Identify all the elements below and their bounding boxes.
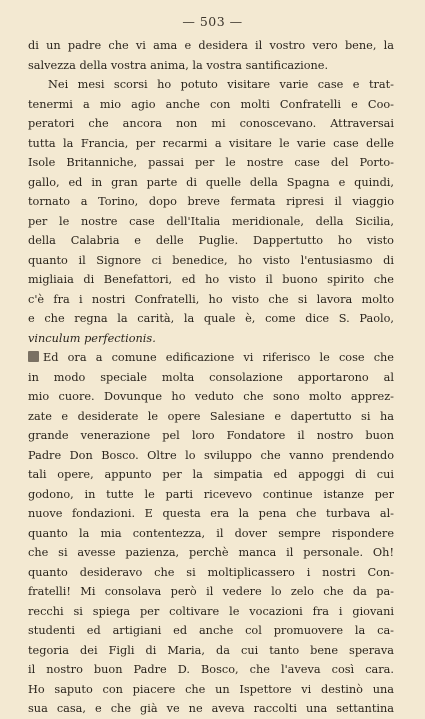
text-line-content: mio cuore. Dovunque ho veduto che sono molto apprez- [28,390,394,403]
text-line [28,407,394,427]
text-line-content: Ho saputo con piacere che un Ispettore vi destinò una [28,682,394,696]
text-line [28,582,394,602]
text-line [28,602,394,622]
text-line-content: nuove fondazioni. E questa era la pena che turbava al- [28,507,394,520]
text-line-content: zate e desiderate le opere Salesiane e dapertutto si ha [28,409,394,423]
text-line [28,387,394,407]
page-number: — 503 — [182,14,243,29]
text-line-content: tegoria dei Figli di Maria, da cui tanto bene sperava [28,643,394,657]
text-line [28,641,394,661]
text-line [28,348,394,368]
text-line-content: tornato a Torino, dopo breve fermata ripresi il viaggio [28,195,394,208]
text-line-content: c'è fra i nostri Confratelli, ho visto che si lavora molto [28,292,394,306]
text-line [28,212,394,232]
text-line [28,173,394,193]
text-line-content: in modo speciale molta consolazione apportarono al [28,370,394,384]
text-line-content: vinculum perfectionis. [28,331,156,345]
paragraph-mark-icon [28,351,39,362]
text-line-content: salvezza della vostra anima, la vostra santificazione. [28,58,329,72]
text-line [28,231,394,251]
text-line [28,426,394,446]
text-line [28,192,394,212]
text-line [28,699,394,719]
text-line-content: Ed ora a comune edificazione vi riferisco le cose che [43,351,394,364]
text-line [28,251,394,271]
text-line [28,270,394,290]
text-line-content: Padre Don Bosco. Oltre lo sviluppo che vanno prendendo [28,448,394,462]
text-line [28,485,394,505]
text-line-content: di un padre che vi ama e desidera il vostro vero bene, la [28,39,394,52]
text-line [28,446,394,466]
text-line-content: tali opere, appunto per la simpatia ed appoggi di cui [28,468,394,481]
text-line [28,465,394,485]
text-line [28,329,394,349]
text-line [28,134,394,154]
text-line-content: quanto il Signore ci benedice, ho visto l'entusiasmo di [28,253,394,267]
text-line-content: e che regna la carità, la quale è, come dice S. Paolo, [28,312,394,325]
text-line-content: migliaia di Benefattori, ed ho visto il buono spirito che [28,273,394,286]
text-line [28,680,394,700]
text-line [28,114,394,134]
text-line [28,563,394,583]
text-line [28,368,394,388]
text-line-content: gallo, ed in gran parte di quelle della Spagna e quindi, [28,175,394,189]
text-line [28,660,394,680]
text-line-content: quanto desideravo che si moltiplicassero i nostri Con- [28,565,394,579]
text-line-content: della Calabria e delle Puglie. Dappertutto ho visto [28,234,394,247]
text-line [28,56,394,76]
text-line-content: sua casa, e che già ve ne aveva raccolti una settantina [28,702,394,715]
text-line-content: il nostro buon Padre D. Bosco, che l'aveva così cara. [28,663,394,676]
text-line [28,95,394,115]
text-line [28,524,394,544]
text-line [28,36,394,56]
text-line-content: che si avesse pazienza, perchè manca il personale. Oh! [28,546,394,559]
text-line-content: studenti ed artigiani ed anche col promuovere la ca- [28,624,394,637]
body-text [28,36,394,719]
text-line [28,621,394,641]
text-line [28,290,394,310]
text-line-content: per le nostre case dell'Italia meridionale, della Sicilia, [28,214,394,228]
text-line [28,543,394,563]
text-line [28,153,394,173]
text-line-content: recchi si spiega per coltivare le vocazioni fra i giovani [28,604,394,618]
text-line [28,75,394,95]
text-line-content: Isole Britanniche, passai per le nostre case del Porto- [28,156,394,169]
text-line-content: godono, in tutte le parti ricevevo continue istanze per [28,487,394,501]
text-line-content: fratelli! Mi consolava però il vedere lo zelo che da pa- [28,585,394,598]
text-line-content: grande venerazione pel loro Fondatore il nostro buon [28,429,394,442]
text-line [28,309,394,329]
text-line-content: Nei mesi scorsi ho potuto visitare varie case e trat- [48,78,394,91]
text-line-content: peratori che ancora non mi conoscevano. Attraversai [28,117,394,130]
text-line-content: tutta la Francia, per recarmi a visitare le varie case delle [28,136,394,150]
text-line [28,504,394,524]
text-line-content: tenermi a mio agio anche con molti Confratelli e Coo- [28,97,394,111]
text-line-content: quanto la mia contentezza, il dover sempre rispondere [28,526,394,540]
